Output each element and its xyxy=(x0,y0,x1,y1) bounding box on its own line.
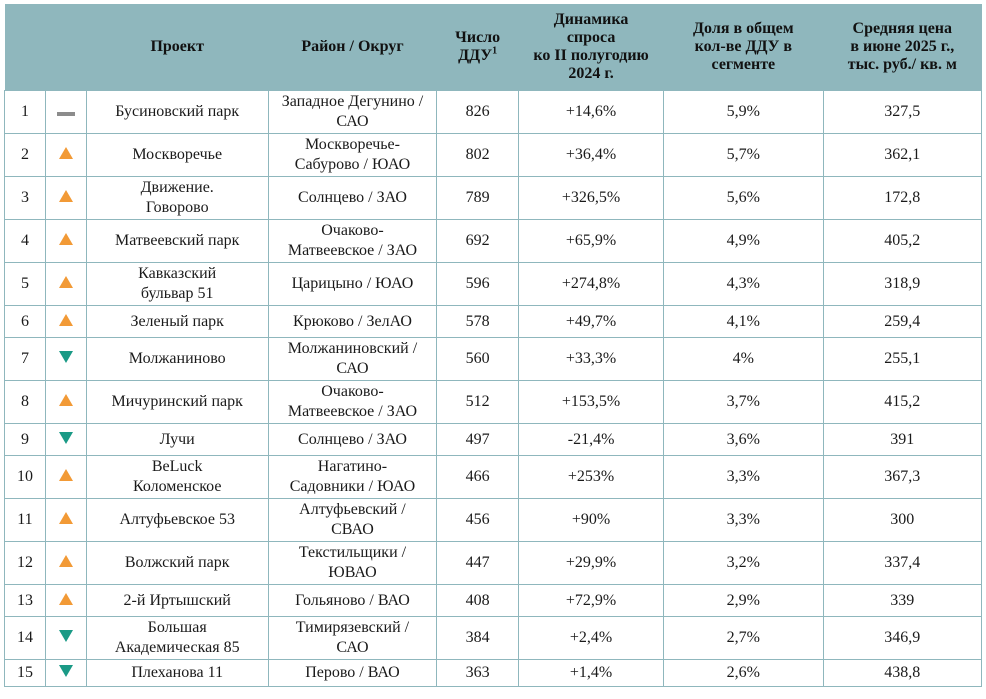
ddu-cell xyxy=(437,660,519,687)
district-line2: Садовники / ЮАО xyxy=(289,478,416,495)
district-cell xyxy=(268,134,437,177)
trend-down-icon xyxy=(59,432,73,444)
header-share-line3: сегменте xyxy=(711,56,776,73)
price-value: 405,2 xyxy=(884,232,921,249)
dynamics-value: +36,4% xyxy=(565,146,617,163)
ddu-value: 826 xyxy=(465,103,490,120)
header-ddu-footnote: 1 xyxy=(492,45,498,57)
dynamics-cell xyxy=(519,381,664,424)
header-share-line2: кол-ве ДДУ в xyxy=(694,38,793,55)
price-value: 391 xyxy=(890,430,915,448)
table-row xyxy=(5,660,982,687)
project-cell xyxy=(86,424,268,456)
header-dyn-line1: Динамика xyxy=(553,11,629,28)
dynamics-value: +274,8% xyxy=(561,275,621,292)
district-cell xyxy=(268,177,437,220)
project-name-line2: Говорово xyxy=(145,199,209,216)
project-name-line1: Большая xyxy=(147,619,207,636)
project-cell xyxy=(86,381,268,424)
rank-cell xyxy=(5,542,46,585)
project-name-line1: Кавказский xyxy=(138,265,217,282)
rank-value: 14 xyxy=(16,629,33,646)
project-cell xyxy=(86,134,268,177)
price-cell xyxy=(823,499,981,542)
project-name-line1: 2-й Иртышский xyxy=(123,591,231,609)
project-cell xyxy=(86,585,268,617)
dynamics-cell xyxy=(519,542,664,585)
table-row xyxy=(5,617,982,660)
price-value: 172,8 xyxy=(884,189,921,206)
project-name-line1: Зеленый парк xyxy=(130,312,224,330)
price-value: 367,3 xyxy=(884,468,921,485)
rank-cell xyxy=(5,338,46,381)
rank-value: 13 xyxy=(16,591,33,609)
rank-cell xyxy=(5,134,46,177)
project-cell xyxy=(86,617,268,660)
ddu-value: 692 xyxy=(465,232,490,249)
project-name-line1: Молжаниново xyxy=(128,350,226,367)
trend-down-icon xyxy=(59,351,73,363)
share-value: 3,2% xyxy=(726,554,760,571)
dynamics-value: +33,3% xyxy=(565,350,617,367)
trend-cell xyxy=(45,177,86,220)
rank-cell xyxy=(5,91,46,134)
trend-cell xyxy=(45,220,86,263)
trend-cell xyxy=(45,306,86,338)
price-cell xyxy=(823,424,981,456)
share-value: 4,1% xyxy=(726,312,760,330)
district-cell xyxy=(268,424,437,456)
dynamics-value: +2,4% xyxy=(569,629,613,646)
project-name-line1: Москворечье xyxy=(132,146,223,163)
price-cell xyxy=(823,617,981,660)
district-line1: Нагатино- xyxy=(317,458,388,475)
header-price xyxy=(823,4,981,91)
project-name-line1: Волжский парк xyxy=(124,554,230,571)
table-row xyxy=(5,263,982,306)
trend-cell xyxy=(45,542,86,585)
dynamics-value: +90% xyxy=(571,511,611,528)
share-cell xyxy=(664,306,823,338)
trend-up-icon xyxy=(59,276,73,288)
district-cell xyxy=(268,381,437,424)
ddu-value: 466 xyxy=(465,468,490,485)
share-value: 4,9% xyxy=(726,232,760,249)
district-line1: Тимирязевский / xyxy=(295,619,410,636)
ddu-value: 560 xyxy=(465,350,490,367)
table-row xyxy=(5,220,982,263)
table-body xyxy=(5,91,982,687)
rank-cell xyxy=(5,585,46,617)
header-ddu xyxy=(437,4,519,91)
project-cell xyxy=(86,660,268,687)
share-value: 5,9% xyxy=(726,103,760,120)
share-cell xyxy=(664,220,823,263)
dynamics-cell xyxy=(519,306,664,338)
project-cell xyxy=(86,456,268,499)
header-price-line1: Средняя цена xyxy=(852,20,953,37)
share-cell xyxy=(664,424,823,456)
dynamics-value: +29,9% xyxy=(565,554,617,571)
district-cell xyxy=(268,542,437,585)
table-row xyxy=(5,91,982,134)
header-dynamics xyxy=(519,4,664,91)
rank-value: 8 xyxy=(20,393,29,410)
trend-cell xyxy=(45,134,86,177)
ddu-value: 497 xyxy=(465,430,490,448)
price-cell xyxy=(823,585,981,617)
share-value: 2,7% xyxy=(726,629,760,646)
rank-cell xyxy=(5,306,46,338)
rank-value: 6 xyxy=(20,312,29,330)
table-row xyxy=(5,456,982,499)
trend-up-icon xyxy=(59,233,73,245)
ddu-value: 802 xyxy=(465,146,490,163)
district-line1: Перово / ВАО xyxy=(305,664,400,681)
dynamics-cell xyxy=(519,134,664,177)
district-line1: Западное Дегунино / xyxy=(281,93,424,110)
price-value: 327,5 xyxy=(884,103,921,120)
rank-cell xyxy=(5,177,46,220)
district-line1: Алтуфьевский / xyxy=(299,501,406,518)
trend-cell xyxy=(45,424,86,456)
trend-up-icon xyxy=(59,147,73,159)
header-dyn-line3: ко II полугодию xyxy=(533,47,649,64)
share-cell xyxy=(664,542,823,585)
ddu-value: 363 xyxy=(465,664,490,681)
rank-cell xyxy=(5,263,46,306)
project-cell xyxy=(86,306,268,338)
table-row xyxy=(5,381,982,424)
project-name-line2: Академическая 85 xyxy=(114,639,240,656)
project-name-line1: Алтуфьевское 53 xyxy=(119,511,235,528)
project-name-line1: Движение. xyxy=(140,179,214,196)
ddu-value: 512 xyxy=(465,393,490,410)
share-value: 4,3% xyxy=(726,275,760,292)
project-cell xyxy=(86,220,268,263)
ddu-value: 384 xyxy=(465,629,490,646)
ddu-cell xyxy=(437,91,519,134)
district-line2: Матвеевское / ЗАО xyxy=(287,242,418,259)
district-line1: Москворечье- xyxy=(304,136,400,153)
dynamics-cell xyxy=(519,263,664,306)
district-line2: Матвеевское / ЗАО xyxy=(287,403,418,420)
header-share xyxy=(664,4,823,91)
district-line1: Царицыно / ЮАО xyxy=(291,275,414,292)
dynamics-value: +253% xyxy=(567,468,615,485)
ddu-cell xyxy=(437,585,519,617)
trend-down-icon xyxy=(59,630,73,642)
trend-down-icon xyxy=(59,665,73,677)
table-row xyxy=(5,338,982,381)
header-dyn-line4: 2024 г. xyxy=(568,65,614,82)
dynamics-cell xyxy=(519,456,664,499)
trend-up-icon xyxy=(59,394,73,406)
share-value: 5,6% xyxy=(726,189,760,206)
share-cell xyxy=(664,381,823,424)
trend-cell xyxy=(45,263,86,306)
district-line2: САО xyxy=(336,639,369,656)
price-value: 300 xyxy=(890,511,915,528)
trend-up-icon xyxy=(59,512,73,524)
price-value: 339 xyxy=(890,591,915,609)
price-cell xyxy=(823,177,981,220)
rank-value: 9 xyxy=(20,430,29,448)
header-price-line3: тыс. руб./ кв. м xyxy=(847,56,957,73)
dynamics-value: +1,4% xyxy=(569,664,613,681)
project-cell xyxy=(86,91,268,134)
trend-up-icon xyxy=(59,469,73,481)
ddu-value: 596 xyxy=(465,275,490,292)
table-row xyxy=(5,306,982,338)
share-value: 2,6% xyxy=(726,664,760,681)
table-row xyxy=(5,134,982,177)
project-name-line1: Лучи xyxy=(159,430,195,448)
share-cell xyxy=(664,263,823,306)
trend-cell xyxy=(45,499,86,542)
ddu-cell xyxy=(437,542,519,585)
price-value: 346,9 xyxy=(884,629,921,646)
trend-cell xyxy=(45,456,86,499)
rank-value: 5 xyxy=(20,275,29,292)
share-cell xyxy=(664,660,823,687)
price-cell xyxy=(823,134,981,177)
trend-up-icon xyxy=(59,314,73,326)
dynamics-value: +153,5% xyxy=(561,393,621,410)
project-name-line1: BeLuck xyxy=(151,458,203,475)
ddu-value: 456 xyxy=(465,511,490,528)
district-line1: Молжаниновский / xyxy=(287,340,418,357)
ddu-cell xyxy=(437,263,519,306)
district-line2: ЮВАО xyxy=(328,564,377,581)
ddu-cell xyxy=(437,338,519,381)
ddu-cell xyxy=(437,456,519,499)
price-cell xyxy=(823,220,981,263)
price-value: 362,1 xyxy=(884,146,921,163)
header-trend xyxy=(45,4,86,91)
district-line1: Очаково- xyxy=(321,222,384,239)
project-name-line1: Мичуринский парк xyxy=(111,393,243,410)
projects-table xyxy=(4,4,982,687)
rank-cell xyxy=(5,381,46,424)
rank-cell xyxy=(5,456,46,499)
price-cell xyxy=(823,660,981,687)
trend-cell xyxy=(45,660,86,687)
header-project: Проект xyxy=(86,4,268,91)
project-name-line1: Плеханова 11 xyxy=(131,664,224,681)
ddu-cell xyxy=(437,424,519,456)
dynamics-value: +65,9% xyxy=(565,232,617,249)
dynamics-cell xyxy=(519,338,664,381)
district-cell xyxy=(268,617,437,660)
project-name-line1: Бусиновский парк xyxy=(115,103,240,120)
rank-value: 3 xyxy=(20,189,29,206)
ddu-value: 789 xyxy=(465,189,490,206)
share-cell xyxy=(664,456,823,499)
dynamics-cell xyxy=(519,424,664,456)
rank-cell xyxy=(5,617,46,660)
project-name-line2: бульвар 51 xyxy=(140,285,214,302)
dynamics-cell xyxy=(519,91,664,134)
share-value: 5,7% xyxy=(726,146,760,163)
trend-cell xyxy=(45,585,86,617)
table-header-row xyxy=(5,4,982,91)
ddu-cell xyxy=(437,499,519,542)
price-value: 438,8 xyxy=(884,664,921,681)
ddu-cell xyxy=(437,381,519,424)
district-line1: Текстильщики / xyxy=(298,544,407,561)
rank-value: 15 xyxy=(16,664,33,681)
trend-up-icon xyxy=(59,555,73,567)
price-value: 255,1 xyxy=(884,350,921,367)
district-cell xyxy=(268,220,437,263)
share-value: 3,3% xyxy=(726,468,760,485)
table-row xyxy=(5,177,982,220)
rank-cell xyxy=(5,220,46,263)
trend-up-icon xyxy=(59,593,73,605)
price-value: 415,2 xyxy=(884,393,921,410)
rank-value: 4 xyxy=(20,232,29,249)
rank-cell xyxy=(5,660,46,687)
trend-cell xyxy=(45,338,86,381)
dynamics-value: +72,9% xyxy=(565,591,617,609)
header-ddu-line2: ДДУ xyxy=(458,47,493,64)
price-cell xyxy=(823,338,981,381)
price-cell xyxy=(823,91,981,134)
price-value: 259,4 xyxy=(884,312,921,330)
header-dyn-line2: спроса xyxy=(566,29,616,46)
ddu-value: 578 xyxy=(465,312,490,330)
project-cell xyxy=(86,338,268,381)
rank-value: 11 xyxy=(17,511,33,528)
rank-value: 2 xyxy=(20,146,29,163)
ddu-value: 447 xyxy=(465,554,490,571)
district-cell xyxy=(268,456,437,499)
project-name-line1: Матвеевский парк xyxy=(114,232,240,249)
ddu-cell xyxy=(437,617,519,660)
trend-cell xyxy=(45,381,86,424)
header-rank xyxy=(5,4,46,91)
district-line1: Солнцево / ЗАО xyxy=(298,189,407,206)
district-line2: СВАО xyxy=(331,521,374,538)
dynamics-cell xyxy=(519,585,664,617)
rank-value: 7 xyxy=(20,350,29,367)
project-cell xyxy=(86,542,268,585)
dynamics-cell xyxy=(519,177,664,220)
dynamics-cell xyxy=(519,220,664,263)
district-cell xyxy=(268,660,437,687)
share-cell xyxy=(664,338,823,381)
share-value: 3,6% xyxy=(726,430,760,448)
dynamics-value: +14,6% xyxy=(565,103,617,120)
trend-cell xyxy=(45,91,86,134)
header-price-line2: в июне 2025 г., xyxy=(850,38,955,55)
rank-cell xyxy=(5,499,46,542)
rank-value: 12 xyxy=(16,554,33,571)
rank-value: 1 xyxy=(20,103,29,120)
share-value: 4% xyxy=(732,350,754,367)
district-line1: Крюково / ЗелАО xyxy=(293,312,412,330)
table-row xyxy=(5,424,982,456)
price-cell xyxy=(823,263,981,306)
price-value: 318,9 xyxy=(884,275,921,292)
district-cell xyxy=(268,306,437,338)
trend-same-icon xyxy=(57,112,75,116)
rank-cell xyxy=(5,424,46,456)
district-line2: Сабурово / ЮАО xyxy=(294,156,411,173)
project-cell xyxy=(86,499,268,542)
price-value: 337,4 xyxy=(884,554,921,571)
dynamics-cell xyxy=(519,617,664,660)
ddu-cell xyxy=(437,134,519,177)
ddu-cell xyxy=(437,177,519,220)
price-cell xyxy=(823,306,981,338)
dynamics-cell xyxy=(519,499,664,542)
district-line2: САО xyxy=(336,360,369,377)
share-cell xyxy=(664,134,823,177)
table-row xyxy=(5,542,982,585)
header-share-line1: Доля в общем xyxy=(693,20,794,37)
project-cell xyxy=(86,177,268,220)
project-name-line2: Коломенское xyxy=(132,478,222,495)
share-value: 2,9% xyxy=(726,591,760,609)
dynamics-value: +326,5% xyxy=(561,189,621,206)
district-line1: Очаково- xyxy=(321,383,384,400)
project-cell xyxy=(86,263,268,306)
district-line2: САО xyxy=(336,113,369,130)
district-cell xyxy=(268,91,437,134)
district-line1: Солнцево / ЗАО xyxy=(298,430,407,448)
table-row xyxy=(5,585,982,617)
district-cell xyxy=(268,338,437,381)
ddu-value: 408 xyxy=(465,591,490,609)
district-cell xyxy=(268,585,437,617)
price-cell xyxy=(823,542,981,585)
district-line1: Гольяново / ВАО xyxy=(295,591,410,609)
dynamics-value: +49,7% xyxy=(565,312,617,330)
share-cell xyxy=(664,499,823,542)
share-cell xyxy=(664,177,823,220)
trend-cell xyxy=(45,617,86,660)
rank-value: 10 xyxy=(16,468,33,485)
ddu-cell xyxy=(437,220,519,263)
trend-up-icon xyxy=(59,190,73,202)
header-ddu-line1: Число xyxy=(455,29,501,46)
district-cell xyxy=(268,499,437,542)
price-cell xyxy=(823,381,981,424)
share-cell xyxy=(664,91,823,134)
dynamics-cell xyxy=(519,660,664,687)
district-cell xyxy=(268,263,437,306)
share-cell xyxy=(664,617,823,660)
share-value: 3,7% xyxy=(726,393,760,410)
share-cell xyxy=(664,585,823,617)
ddu-cell xyxy=(437,306,519,338)
table-row xyxy=(5,499,982,542)
share-value: 3,3% xyxy=(726,511,760,528)
header-district: Район / Округ xyxy=(268,4,437,91)
dynamics-value: -21,4% xyxy=(567,430,615,448)
price-cell xyxy=(823,456,981,499)
